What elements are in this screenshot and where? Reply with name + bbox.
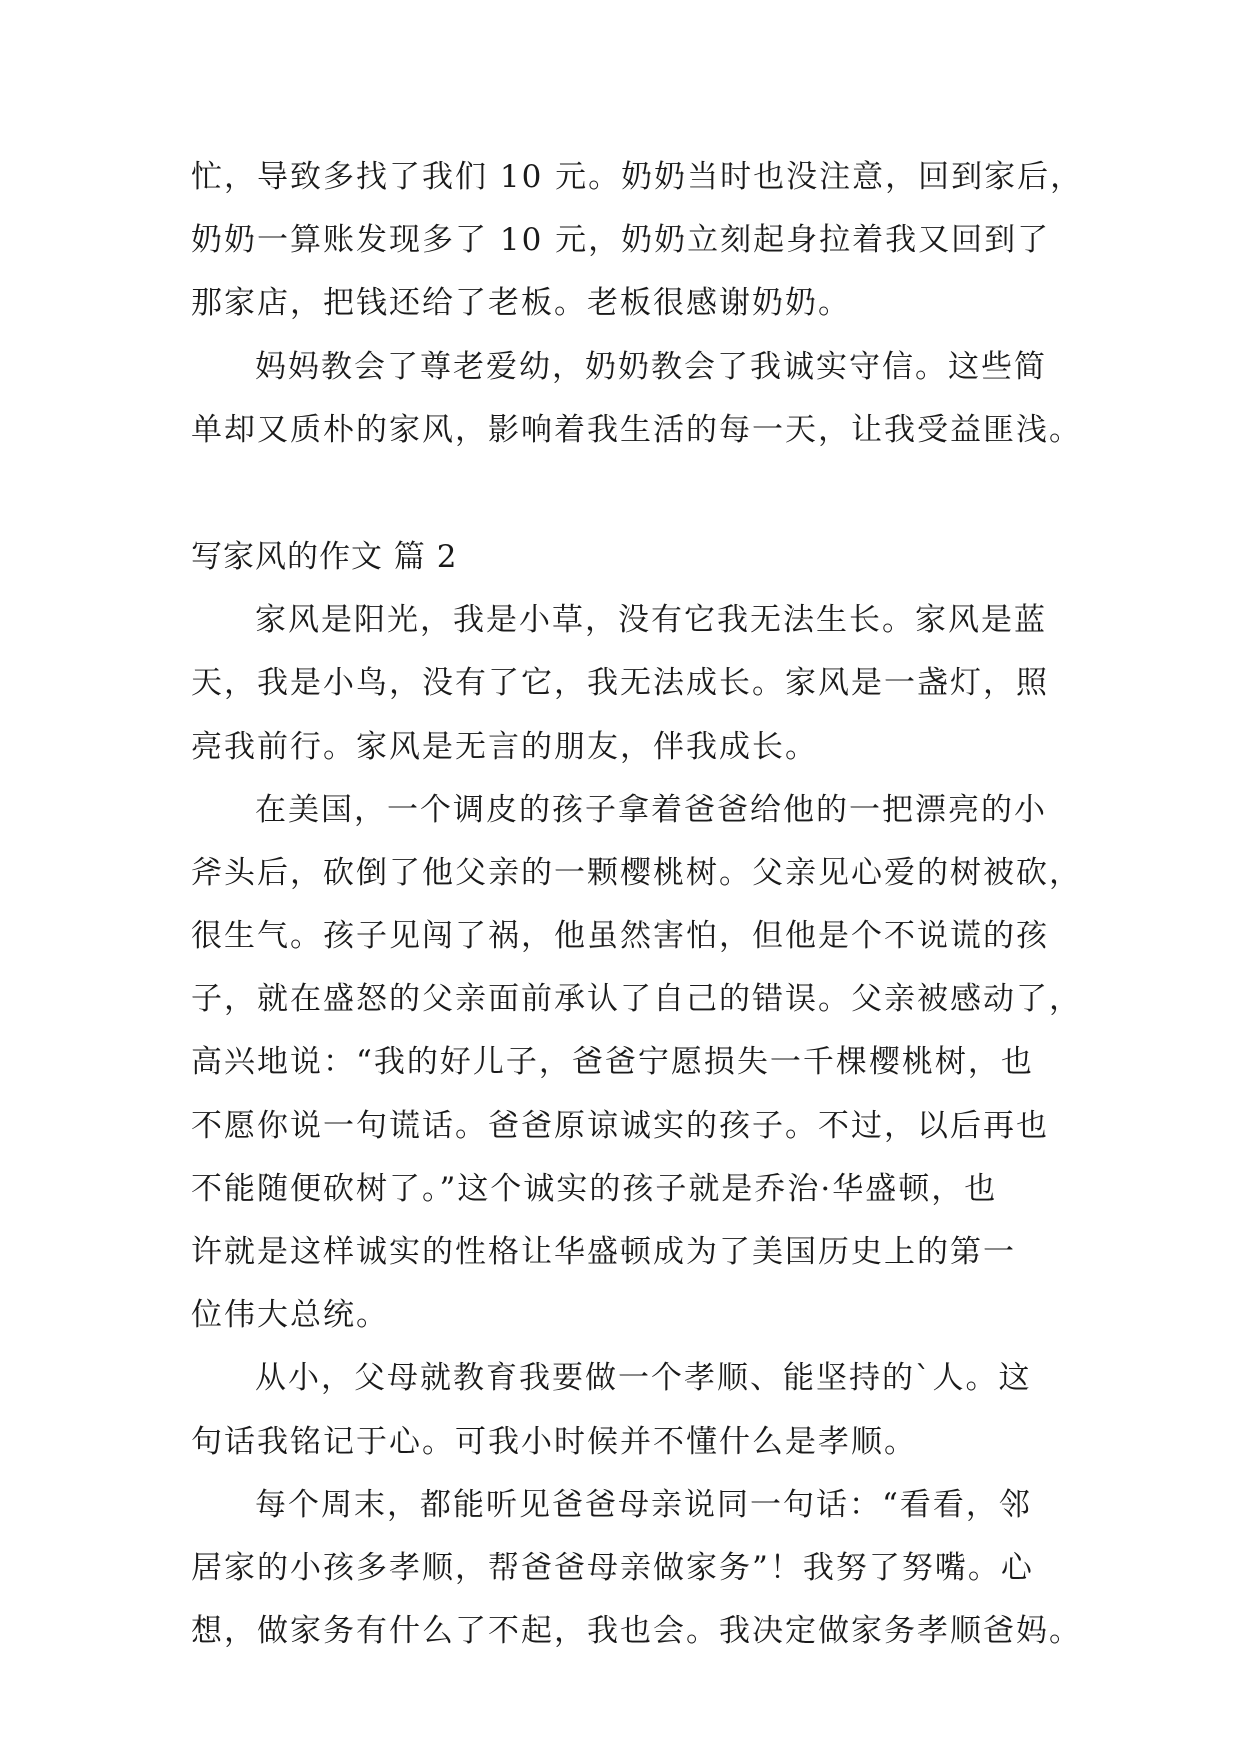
text-line: 亮我前行。家风是无言的朋友，伴我成长。 [191,728,818,765]
paragraph-essay2-intro [191,589,1061,779]
text-line: 想，做家务有什么了不起，我也会。我决定做家务孝顺爸妈。 [191,1613,1082,1650]
paragraph-essay1-ending [191,146,1084,336]
section-gap [191,462,1061,526]
text-line: 斧头后，砍倒了他父亲的一颗樱桃树。父亲见心爱的树被砍， [191,854,1082,891]
text-line: 句话我铭记于心。可我小时候并不懂什么是孝顺。 [191,1423,917,1460]
text-line: 家风是阳光，我是小草，没有它我无法生长。家风是蓝 [255,602,1047,639]
text-line: 忙，导致多找了我们 10 元。奶奶当时也没注意，回到家后， [191,159,1084,195]
text-line: 子，就在盛怒的父亲面前承认了自己的错误。父亲被感动了， [191,981,1082,1018]
text-line: 奶奶一算账发现多了 10 元，奶奶立刻起身拉着我又回到了 [191,222,1051,259]
paragraph-essay2-washington [191,779,1082,1348]
text-line: 居家的小孩多孝顺，帮爸爸母亲做家务”！我努了努嘴。心 [191,1549,1034,1586]
paragraph-essay1-conclusion [191,336,1082,462]
text-line: 单却又质朴的家风，影响着我生活的每一天，让我受益匪浅。 [191,411,1082,448]
document-body [191,146,1084,1663]
text-line: 每个周末，都能听见爸爸母亲说同一句话：“看看，邻 [255,1486,1032,1523]
text-line: 高兴地说：“我的好儿子，爸爸宁愿损失一千棵樱桃树，也 [191,1044,1034,1081]
text-line: 不能随便砍树了。”这个诚实的孩子就是乔治·华盛顿，也 [191,1170,998,1207]
text-line: 许就是这样诚实的性格让华盛顿成为了美国历史上的第一 [191,1234,1016,1270]
text-line: 很生气。孩子见闯了祸，他虽然害怕，但他是个不说谎的孩 [191,918,1049,955]
text-line: 在美国，一个调皮的孩子拿着爸爸给他的一把漂亮的小 [255,791,1047,828]
text-line: 天，我是小鸟，没有了它，我无法成长。家风是一盏灯，照 [191,665,1049,702]
text-line: 位伟大总统。 [191,1297,389,1334]
text-line: 妈妈教会了尊老爱幼，奶奶教会了我诚实守信。这些简 [255,348,1047,385]
paragraph-essay2-filial [191,1347,1061,1473]
paragraph-essay2-weekend [191,1474,1082,1664]
text-line: 不愿你说一句谎话。爸爸原谅诚实的孩子。不过，以后再也 [191,1107,1049,1144]
text-line: 那家店，把钱还给了老板。老板很感谢奶奶。 [191,285,851,322]
text-line: 从小，父母就教育我要做一个孝顺、能坚持的`人。这 [255,1360,1032,1397]
essay2-heading: 写家风的作文 篇 2 [191,538,458,575]
